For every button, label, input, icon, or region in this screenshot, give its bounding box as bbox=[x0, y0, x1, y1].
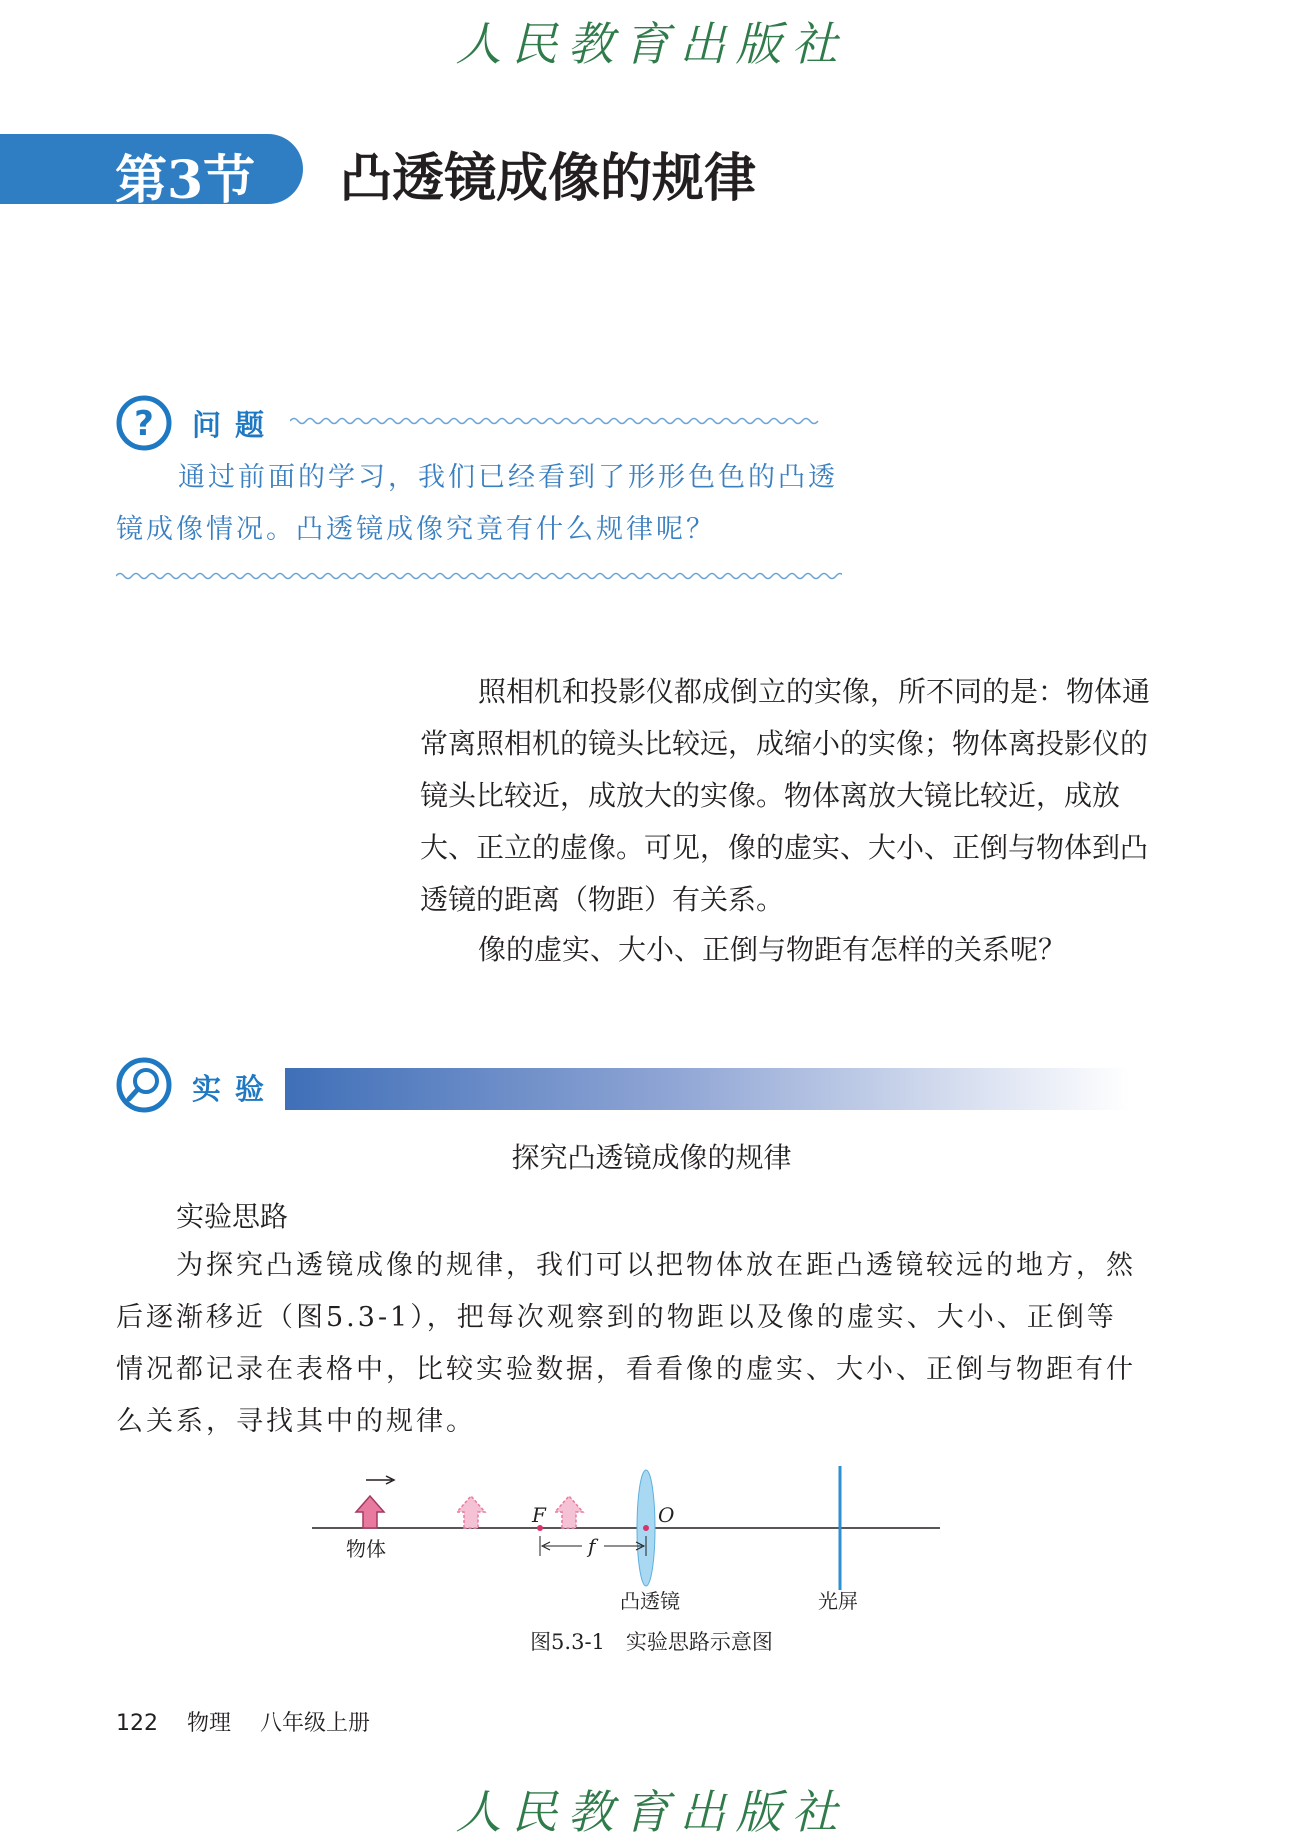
question-divider-top bbox=[290, 415, 842, 427]
screen-label: 光屏 bbox=[818, 1589, 858, 1613]
optical-center-label: O bbox=[658, 1503, 675, 1527]
object-label: 物体 bbox=[346, 1537, 386, 1561]
experiment-title: 探究凸透镜成像的规律 bbox=[511, 1141, 792, 1174]
experiment-subheading: 实验思路 bbox=[176, 1200, 289, 1233]
publisher-logo: 人民教育出版社 bbox=[455, 17, 848, 71]
object-arrow bbox=[356, 1496, 384, 1528]
experiment-label: 实验 bbox=[192, 1072, 279, 1106]
question-divider-bottom bbox=[116, 570, 842, 582]
page-footer bbox=[116, 1706, 370, 1737]
motion-arrow-icon bbox=[366, 1476, 394, 1484]
figure-caption: 图5.3-1 实验思路示意图 bbox=[530, 1630, 773, 1654]
object-position-3 bbox=[555, 1496, 583, 1528]
publisher-logo-bottom: 人民教育出版社 bbox=[455, 1785, 848, 1839]
question-text: 通过前面的学习，我们已经看到了形形色色的凸透镜成像情况。凸透镜成像究竟有什么规律呢？ bbox=[116, 462, 838, 545]
object-position-2 bbox=[457, 1496, 485, 1528]
footer-subject: 物理 bbox=[187, 1711, 232, 1736]
section-title: 凸透镜成像的规律 bbox=[340, 148, 757, 209]
lens-label: 凸透镜 bbox=[620, 1589, 680, 1613]
focal-point-label: F bbox=[532, 1503, 546, 1527]
question-label: 问题 bbox=[192, 408, 279, 442]
magnifier-icon bbox=[116, 1057, 172, 1113]
footer-grade: 八年级上册 bbox=[260, 1711, 371, 1736]
section-number: 第3节 bbox=[115, 150, 256, 211]
body-paragraph-1: 照相机和投影仪都成倒立的实像，所不同的是：物体通常离照相机的镜头比较远，成缩小的实像；物体离投影仪的镜头比较近，成放大的实像。物体离放大镜比较近，成放大、正立的虚像。可见，像的虚实、大小、正倒与物体到凸透镜的距离（物距）有关系。 bbox=[420, 675, 1151, 916]
experiment-text: 为探究凸透镜成像的规律，我们可以把物体放在距凸透镜较远的地方，然后逐渐移近（图5.3-1），把每次观察到的物距以及像的虚实、大小、正倒等情况都记录在表格中，比较实验数据，看看像的虚实、大小、正倒与物距有什么关系，寻找其中的规律。 bbox=[116, 1250, 1136, 1437]
figure-diagram bbox=[300, 1460, 960, 1620]
optical-center bbox=[643, 1525, 649, 1531]
page-number: 122 bbox=[116, 1711, 158, 1736]
body-paragraph-2: 像的虚实、大小、正倒与物距有怎样的关系呢？ bbox=[478, 933, 1067, 966]
svg-text:?: ? bbox=[134, 404, 154, 444]
question-icon bbox=[116, 395, 172, 451]
experiment-banner-bar bbox=[285, 1068, 1130, 1110]
focal-length-label: f bbox=[588, 1534, 596, 1558]
